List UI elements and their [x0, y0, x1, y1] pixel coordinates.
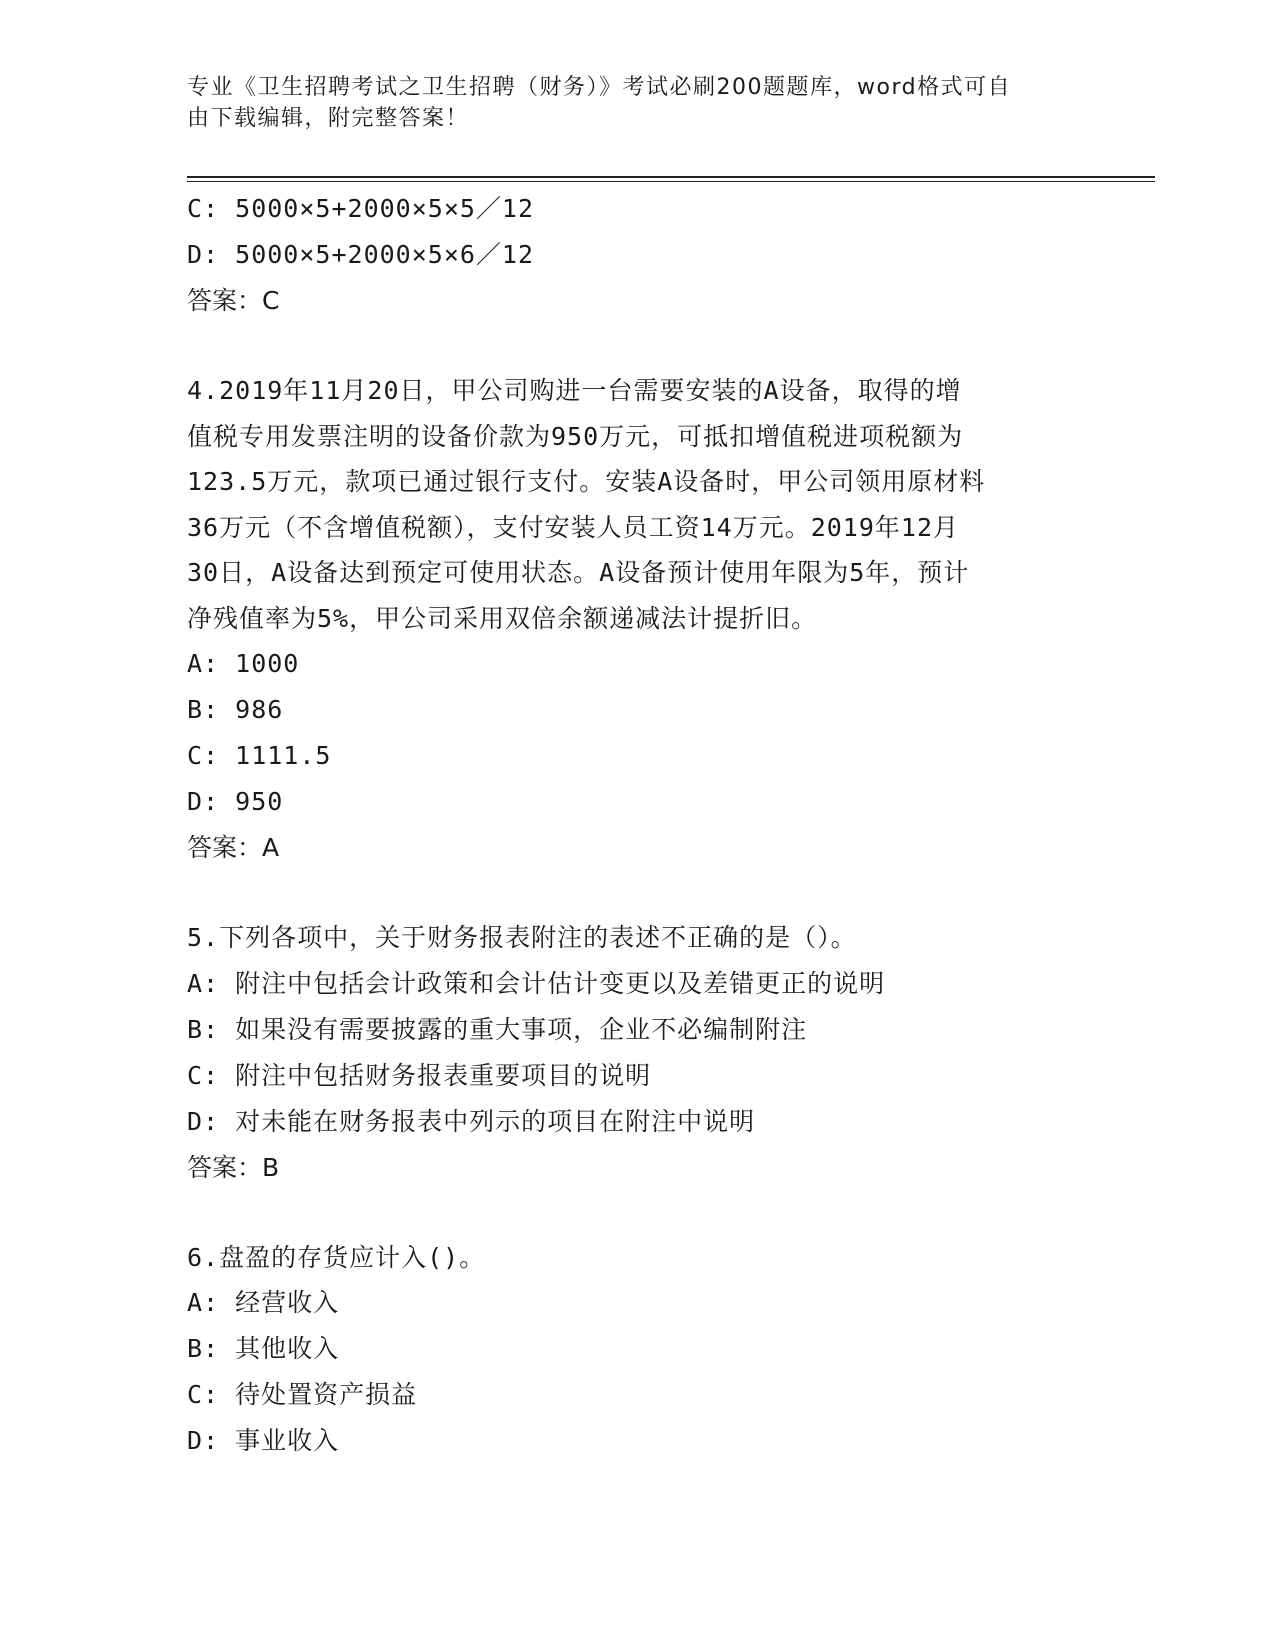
- option-b: B: 986: [187, 695, 284, 724]
- header-line-1: 专业《卫生招聘考试之卫生招聘（财务）》考试必刷200题题库，word格式可自: [187, 75, 1012, 100]
- document-header: [187, 72, 1067, 134]
- document-body: [187, 186, 1087, 1464]
- option-a: A: 经营收入: [187, 1288, 340, 1317]
- option-d: D: 事业收入: [187, 1426, 340, 1455]
- header-divider-thin: [187, 181, 1155, 182]
- question-stem-line: 36万元（不含增值税额），支付安装人员工资14万元。2019年12月: [187, 512, 960, 542]
- question-stem-line: 净残值率为5%，甲公司采用双倍余额递减法计提折旧。: [187, 603, 818, 633]
- answer-line: 答案：B: [187, 1152, 280, 1182]
- option-c: C: 附注中包括财务报表重要项目的说明: [187, 1060, 652, 1090]
- option-c: C: 1111.5: [187, 741, 332, 770]
- answer-line: 答案：C: [187, 286, 280, 315]
- question-stem-line: 4.2019年11月20日，甲公司购进一台需要安装的A设备，取得的增: [187, 376, 962, 405]
- question-stem-line: 值税专用发票注明的设备价款为950万元，可抵扣增值税进项税额为: [187, 421, 964, 451]
- question-stem-line: 30日，A设备达到预定可使用状态。A设备预计使用年限为5年，预计: [187, 558, 970, 587]
- option-d: D: 950: [187, 787, 284, 816]
- question-5: [187, 915, 1087, 1191]
- question-3-tail: [187, 186, 1087, 324]
- question-4: [187, 368, 1087, 871]
- option-c: C: 5000×5+2000×5×5／12: [187, 194, 535, 223]
- answer-line: 答案：A: [187, 833, 280, 862]
- question-stem: 6.盘盈的存货应计入()。: [187, 1242, 486, 1272]
- option-a: A: 1000: [187, 649, 300, 678]
- option-c: C: 待处置资产损益: [187, 1380, 418, 1409]
- question-stem-line: 123.5万元，款项已通过银行支付。安装A设备时，甲公司领用原材料: [187, 467, 986, 496]
- question-stem: 5.下列各项中，关于财务报表附注的表述不正确的是（）。: [187, 923, 857, 952]
- header-line-2: 由下载编辑，附完整答案！: [187, 106, 470, 131]
- option-a: A: 附注中包括会计政策和会计估计变更以及差错更正的说明: [187, 968, 886, 998]
- header-divider-thick: [187, 176, 1155, 178]
- option-d: D: 对未能在财务报表中列示的项目在附注中说明: [187, 1106, 756, 1136]
- option-d: D: 5000×5+2000×5×6／12: [187, 240, 535, 269]
- question-6: [187, 1235, 1087, 1465]
- option-b: B: 如果没有需要披露的重大事项，企业不必编制附注: [187, 1014, 808, 1044]
- option-b: B: 其他收入: [187, 1334, 340, 1363]
